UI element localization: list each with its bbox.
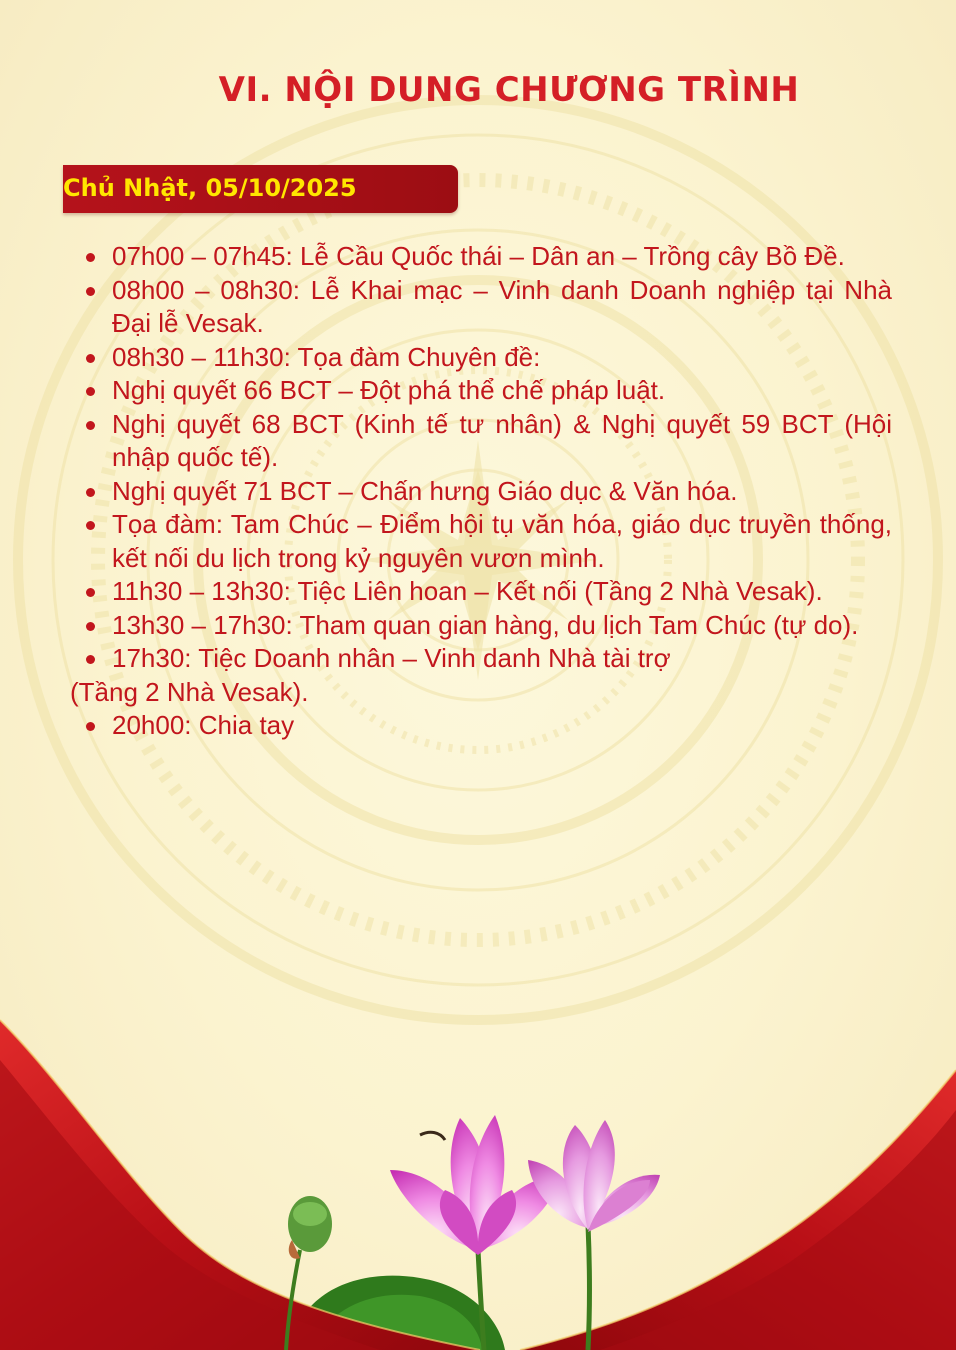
bottom-decoration bbox=[0, 1000, 956, 1350]
schedule-item: 11h30 – 13h30: Tiệc Liên hoan – Kết nối (Tầng 2 Nhà Vesak). bbox=[70, 575, 892, 609]
schedule-item: 08h00 – 08h30: Lễ Khai mạc – Vinh danh Doanh nghiệp tại Nhà Đại lễ Vesak. bbox=[70, 274, 892, 341]
date-label: Chủ Nhật, 05/10/2025 bbox=[63, 174, 357, 202]
lotus-flower-icon bbox=[390, 1115, 560, 1255]
lotus-seed-pod-icon bbox=[288, 1196, 332, 1259]
schedule-item: 08h30 – 11h30: Tọa đàm Chuyên đề: bbox=[70, 341, 892, 375]
schedule-item: 17h30: Tiệc Doanh nhân – Vinh danh Nhà tài trợ bbox=[70, 642, 892, 676]
schedule-item: Nghị quyết 68 BCT (Kinh tế tư nhân) & Nghị quyết 59 BCT (Hội nhập quốc tế). bbox=[70, 408, 892, 475]
schedule-item: 20h00: Chia tay bbox=[70, 709, 892, 743]
page-title: VI. NỘI DUNG CHƯƠNG TRÌNH bbox=[218, 70, 800, 110]
schedule-item: 07h00 – 07h45: Lễ Cầu Quốc thái – Dân an – Trồng cây Bồ Đề. bbox=[70, 240, 892, 274]
schedule-item: Nghị quyết 71 BCT – Chấn hưng Giáo dục & Văn hóa. bbox=[70, 475, 892, 509]
schedule-list bbox=[70, 240, 892, 743]
schedule-item: Tọa đàm: Tam Chúc – Điểm hội tụ văn hóa, giáo dục truyền thống, kết nối du lịch trong kỷ nguyên vươn mình. bbox=[70, 508, 892, 575]
lotus-flower-icon bbox=[528, 1120, 660, 1232]
date-badge bbox=[63, 165, 458, 213]
schedule-item: Nghị quyết 66 BCT – Đột phá thể chế pháp luật. bbox=[70, 374, 892, 408]
schedule-item: 13h30 – 17h30: Tham quan gian hàng, du lịch Tam Chúc (tự do). bbox=[70, 609, 892, 643]
schedule-item-continuation: (Tầng 2 Nhà Vesak). bbox=[70, 676, 309, 707]
